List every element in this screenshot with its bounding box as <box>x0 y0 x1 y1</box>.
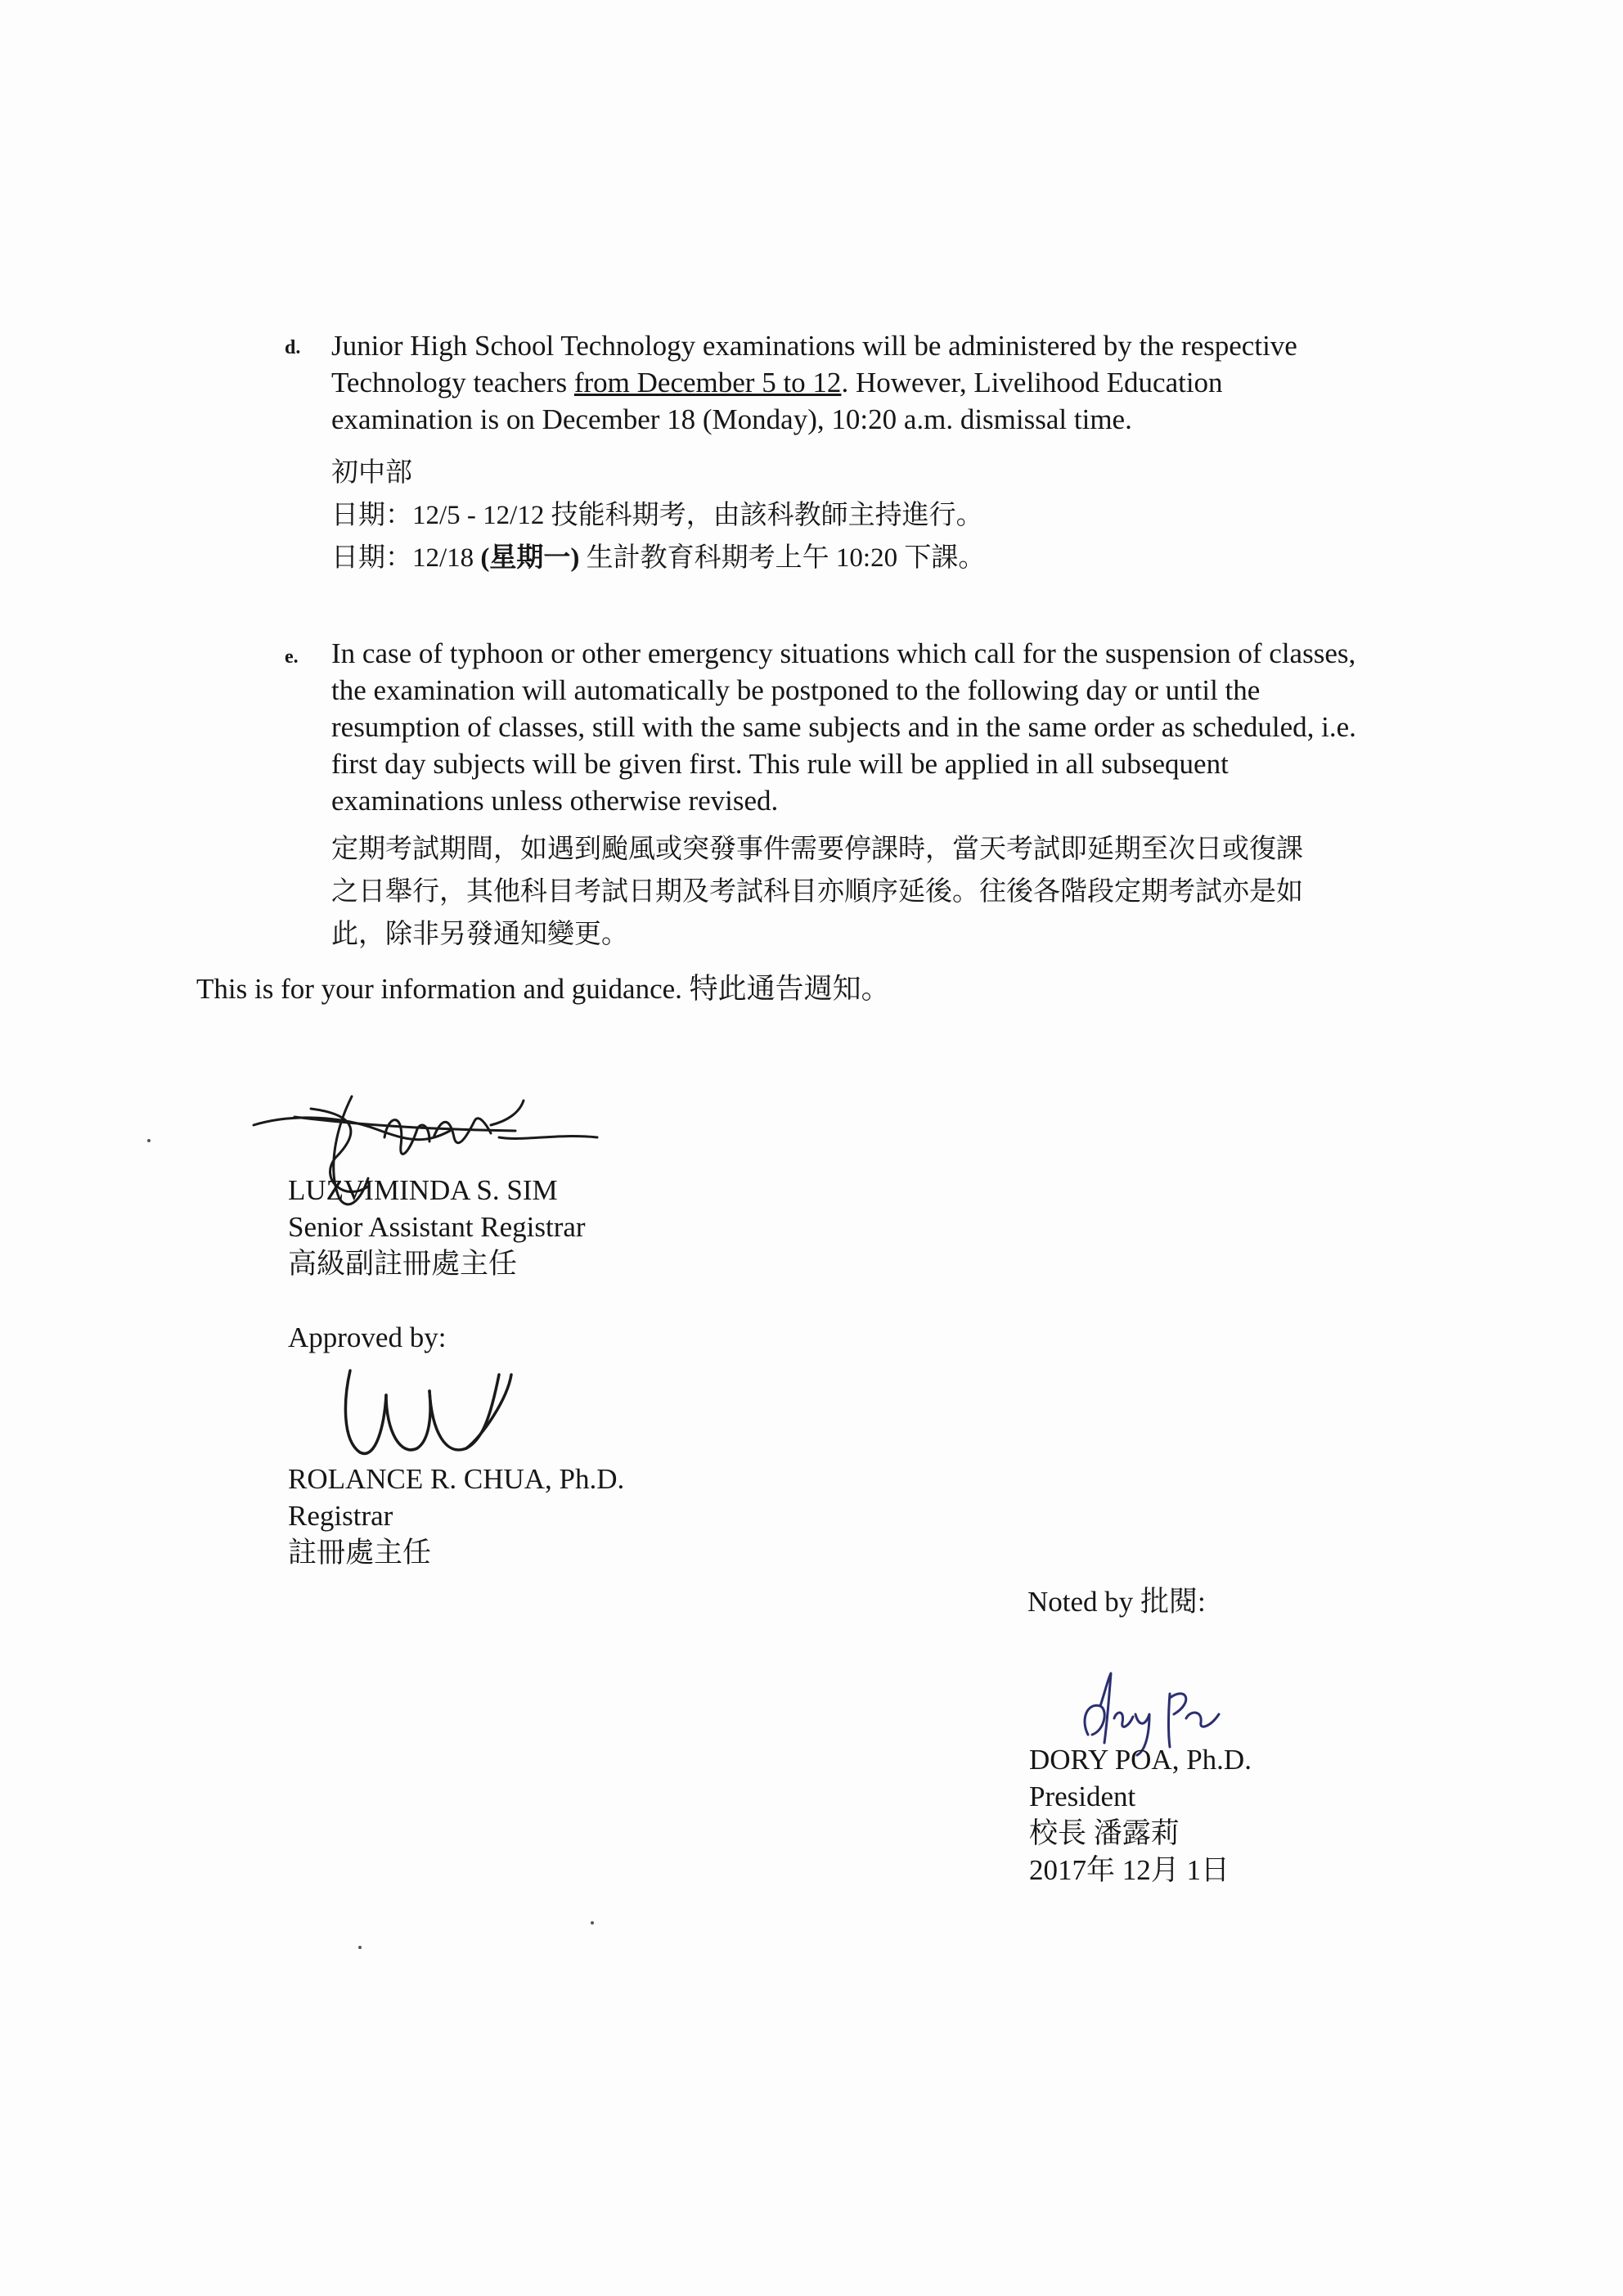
signatory-3 <box>1029 1741 1252 1889</box>
approved-by-label: Approved by: <box>288 1321 447 1353</box>
item-d-line-2 <box>331 364 1468 401</box>
item-e-chinese <box>331 828 1303 956</box>
item-d-line-2-post: . However, Livelihood Education <box>841 367 1223 398</box>
scan-speck <box>591 1921 594 1925</box>
item-d-zh-line-2 <box>331 537 985 579</box>
item-d-chinese <box>331 452 985 579</box>
signatory-1-name: LUZVIMINDA S. SIM <box>288 1174 558 1206</box>
item-e-marker: e. <box>285 646 299 668</box>
item-d-line-2-pre: Technology teachers <box>331 367 574 398</box>
item-e-line: examinations unless otherwise revised. <box>331 785 779 817</box>
signature-chua <box>327 1358 524 1473</box>
noted-by-label: Noted by 批閱: <box>1027 1586 1206 1618</box>
scan-speck <box>147 1139 151 1142</box>
item-e-zh-line: 此，除非另發通知變更。 <box>331 920 628 949</box>
signatory-2-name: ROLANCE R. CHUA, Ph.D. <box>288 1463 625 1495</box>
item-e-zh-line: 定期考試期間，如遇到颱風或突發事件需要停課時，當天考試即延期至次日或復課 <box>331 835 1303 864</box>
item-e-line: In case of typhoon or other emergency situations which call for the suspension of classes, <box>331 637 1356 669</box>
item-e-zh-line: 之日舉行，其他科目考試日期及考試科目亦順序延後。往後各階段定期考試亦是如 <box>331 877 1303 907</box>
signatory-3-title-zh: 校長 潘露莉 <box>1029 1817 1180 1849</box>
signatory-2-title: Registrar <box>288 1500 393 1532</box>
item-e-english <box>331 635 1468 819</box>
signatory-2-title-zh: 註冊處主任 <box>288 1537 432 1569</box>
item-d-zh-weekday: (星期一) <box>480 543 580 573</box>
signatory-1-title: Senior Assistant Registrar <box>288 1211 586 1243</box>
item-d-zh-line-1: 日期：12/5 - 12/12 技能科期考，由該科教師主持進行。 <box>331 501 983 530</box>
item-e-line: resumption of classes, still with the same subjects and in the same order as scheduled, i.e. <box>331 711 1356 743</box>
scan-speck <box>358 1946 362 1949</box>
item-d-english <box>331 327 1468 438</box>
item-d-marker: d. <box>285 337 301 358</box>
closing-statement: This is for your information and guidance. 特此通告週知。 <box>196 973 890 1005</box>
signatory-3-title: President <box>1029 1781 1136 1812</box>
item-d-zh-line-2-post: 生計教育科期考上午 10:20 下課。 <box>579 543 986 573</box>
item-d-zh-line-2-pre: 日期：12/18 <box>331 543 481 573</box>
signatory-1 <box>288 1172 586 1282</box>
signatory-2 <box>288 1461 624 1571</box>
signatory-1-title-zh: 高級副註冊處主任 <box>288 1248 518 1280</box>
item-d-date-range: from December 5 to 12 <box>573 367 842 398</box>
item-e-line: the examination will automatically be postponed to the following day or until the <box>331 674 1261 706</box>
signatory-3-name: DORY POA, Ph.D. <box>1029 1744 1252 1776</box>
item-d-line-1: Junior High School Technology examinations will be administered by the respective <box>331 330 1297 362</box>
item-e-line: first day subjects will be given first. This rule will be applied in all subsequent <box>331 748 1229 780</box>
item-d-zh-heading: 初中部 <box>331 458 412 488</box>
document-date: 2017年 12月 1日 <box>1029 1854 1230 1886</box>
item-d-line-3: examination is on December 18 (Monday), 10:20 a.m. dismissal time. <box>331 403 1132 435</box>
